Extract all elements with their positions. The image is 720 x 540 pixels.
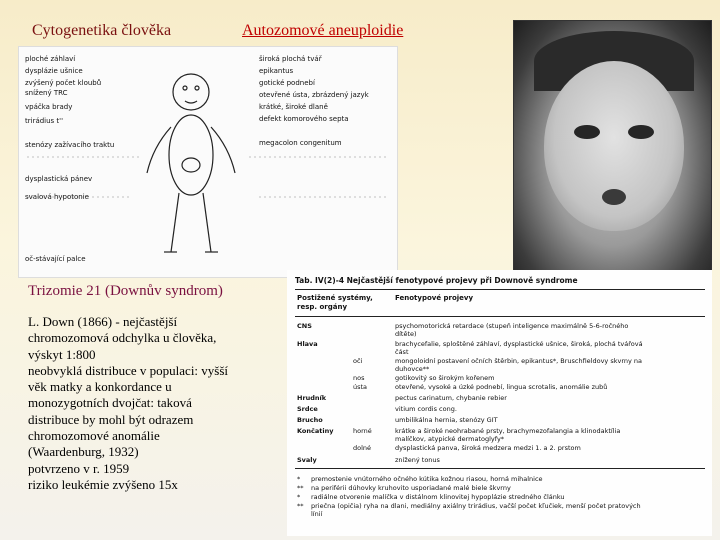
diagram-label: dysplázie ušnice: [25, 67, 83, 75]
diagram-label: trirádius t'': [25, 117, 64, 125]
table-cell-text: dysplastická panva, široká medzera medzi 1. a 2. prstom: [395, 444, 581, 452]
footnote-mark: *: [297, 493, 301, 501]
footnote-mark: *: [297, 475, 301, 483]
table-rule: [295, 316, 705, 317]
table-cell-sub: horné: [353, 427, 372, 435]
table-cell-system: Hlava: [297, 340, 318, 348]
table-cell-text: dítěte): [395, 330, 417, 338]
table-cell-text: gotikovitý so širokým kořenem: [395, 374, 495, 382]
table-header-phenotype: Fenotypové projevy: [395, 294, 474, 302]
photo-eye: [574, 125, 600, 139]
table-cell-text: pectus carinatum, chybanie rebier: [395, 394, 507, 402]
diagram-label: otevřené ústa, zbrázdený jazyk: [259, 91, 369, 99]
photo-mouth: [602, 189, 626, 205]
photo-face: [544, 61, 684, 231]
diagram-label: oč-stávající palce: [25, 255, 86, 263]
diagram-label: krátké, široké dlaně: [259, 103, 328, 111]
body-line: potvrzeno v r. 1959: [28, 460, 130, 476]
table-cell-text: vitium cordis cong.: [395, 405, 457, 413]
table-cell-text: mongoloidní postavení očních štěrbin, epikantus*, Bruschfieldovy skvrny na: [395, 357, 643, 365]
footnote-text: na periférii dúhovky kruhovito usporiadané malé biele škvrny: [311, 484, 511, 492]
footnote-mark: **: [297, 484, 304, 492]
body-line: věk matky a konkordance u: [28, 379, 172, 395]
table-cell-text: znížený tonus: [395, 456, 440, 464]
table-cell-sub: ústa: [353, 383, 368, 391]
diagram-label: epikantus: [259, 67, 294, 75]
table-cell-system: Brucho: [297, 416, 323, 424]
diagram-label: ploché záhlaví: [25, 55, 76, 63]
table-cell-text: duhovce**: [395, 365, 430, 373]
table-cell-text: brachycefalie, sploštěné záhlaví, dysplastické ušnice, široká, plochá tvářová: [395, 340, 643, 348]
footnote-text: priečna (opičia) ryha na dlani, mediálny axiálny trirádius, vačší počet kľučiek, menší počet pratových: [311, 502, 641, 510]
body-line: výskyt 1:800: [28, 346, 96, 362]
table-cell-sub: nos: [353, 374, 365, 382]
body-line: neobvyklá distribuce v populaci: vyšší: [28, 362, 229, 378]
table-cell-sub: oči: [353, 357, 363, 365]
table-rule: [295, 289, 705, 290]
footnote-text: línií: [311, 510, 323, 518]
table-cell-text: psychomotorická retardace (stupeň inteligence maximálně 5-6-ročného: [395, 322, 629, 330]
table-cell-text: otevřené, vysoké a úzké podnebí, lingua scrotalis, anomálie zubů: [395, 383, 608, 391]
table-cell-system: Srdce: [297, 405, 318, 413]
table-title: Tab. IV(2)-4 Nejčastější fenotypové projevy při Downově syndrome: [295, 276, 578, 285]
body-line: L. Down (1866) - nejčastější: [28, 314, 178, 329]
table-cell-sub: dolné: [353, 444, 372, 452]
slide-title-left: Cytogenetika člověka: [32, 22, 172, 39]
diagram-label: defekt komorového septa: [259, 115, 349, 123]
diagram-label: vpáčka brady: [25, 103, 73, 111]
table-cell-text: část: [395, 348, 409, 356]
diagram-label: svalová hypotonie: [25, 193, 89, 201]
table-cell-system: Končatiny: [297, 427, 334, 435]
photo-eye: [628, 125, 654, 139]
body-line: distribuce by mohl být odrazem: [28, 411, 194, 427]
diagram-label: dysplastická pánev: [25, 175, 93, 183]
diagram-label: stenózy zažívacího traktu: [25, 141, 115, 149]
phenotype-table: [287, 270, 712, 536]
table-cell-system: Svaly: [297, 456, 317, 464]
diagram-label: široká plochá tvář: [259, 55, 322, 63]
section-heading: Trizomie 21 (Downův syndrom): [28, 283, 223, 299]
body-line: chromozomové anomálie: [28, 428, 160, 444]
diagram-label: zvýšený počet kloubů: [25, 79, 102, 87]
table-cell-system: Hrudník: [297, 394, 327, 402]
table-cell-text: malíčkov, atypické dermatoglyfy*: [395, 435, 505, 443]
body-text: [28, 314, 278, 493]
table-rule: [295, 468, 705, 469]
body-line: (Waardenburg, 1932): [28, 444, 139, 460]
table-cell-text: umbilikálna hernia, stenózy GIT: [395, 416, 498, 424]
table-cell-text: krátke a široké neohrabané prsty, brachymezofalangia a klinodaktília: [395, 427, 621, 435]
table-header-systems: Postižené systémy,: [297, 294, 373, 302]
diagram-label: snížený TRC: [25, 89, 68, 97]
diagram-label: megacolon congenitum: [259, 139, 342, 147]
phenotype-diagram: [18, 46, 398, 278]
footnote-text: premostenie vnútorného očného kútika kožnou riasou, horná mihalnice: [311, 475, 543, 483]
slide-title-right: Autozomové aneuploidie: [242, 22, 404, 39]
table-cell-system: CNS: [297, 322, 312, 330]
table-header-systems: resp. orgány: [297, 303, 348, 311]
body-line: chromozomová odchylka u člověka,: [28, 330, 217, 346]
child-portrait-photo: [513, 20, 712, 272]
footnote-mark: **: [297, 502, 304, 510]
diagram-label: gotické podnebí: [259, 79, 315, 87]
body-line: monozygotních dvojčat: taková: [28, 395, 192, 411]
footnote-text: radiálne otvorenie malíčka v distálnom klinovitej hypoplázie stredného článku: [311, 493, 565, 501]
body-line: riziko leukémie zvýšeno 15x: [28, 476, 178, 492]
